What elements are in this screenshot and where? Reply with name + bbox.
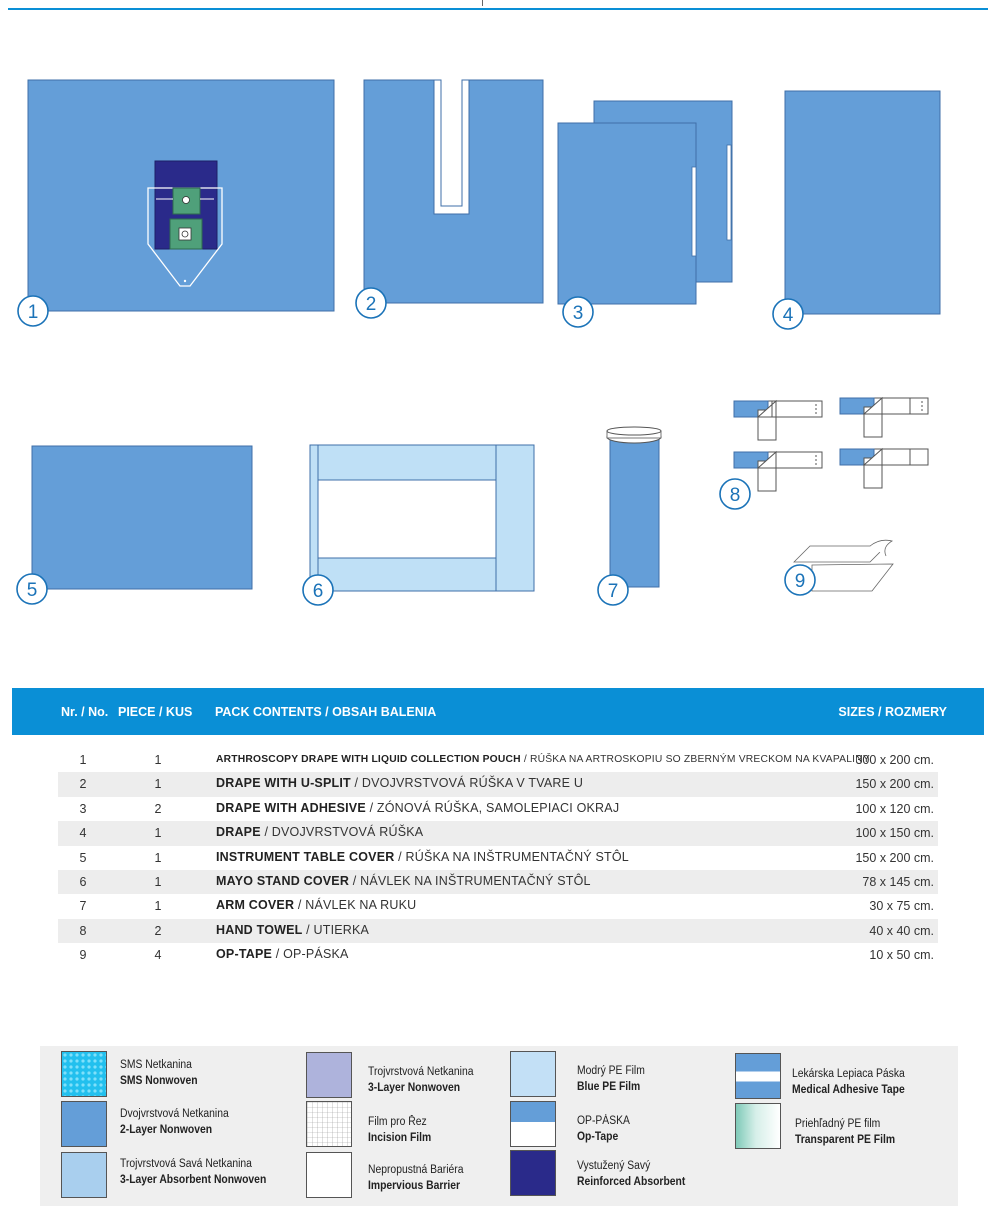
table-row (58, 846, 938, 870)
row-size: 300 x 200 cm. (855, 753, 934, 767)
row-size: 150 x 200 cm. (855, 850, 934, 865)
table-header-bar (12, 688, 984, 735)
legend-swatch-blue-pe-film (510, 1051, 556, 1097)
row-item-name: ARTHROSCOPY DRAPE WITH LIQUID COLLECTION POUCH (216, 754, 521, 765)
header-piece: PIECE / KUS (118, 705, 193, 719)
row-item-desc: / DVOJVRSTVOVÁ RÚŠKA (260, 825, 424, 840)
row-piece: 1 (154, 874, 162, 889)
diagram-arm-cover (607, 427, 661, 587)
row-piece: 1 (154, 777, 162, 792)
header-nr: Nr. / No. (61, 705, 109, 719)
row-size: 100 x 150 cm. (855, 826, 934, 841)
row-description (216, 947, 349, 961)
diagram-drape (785, 91, 940, 314)
row-nr: 8 (79, 923, 87, 938)
table-row (58, 919, 938, 943)
legend-label-2-layer: Dvojvrstvová Netkanina 2-Layer Nonwoven (120, 1108, 229, 1136)
row-description (216, 754, 870, 765)
legend-label-incision-film: Film pro Řez Incision Film (368, 1116, 432, 1144)
legend-swatch-3-layer (306, 1052, 352, 1098)
row-nr: 9 (79, 948, 87, 963)
row-item-desc: / OP-PÁSKA (272, 947, 349, 962)
row-nr: 3 (79, 801, 87, 816)
row-description (216, 874, 591, 888)
table-row (58, 748, 938, 772)
row-piece: 2 (154, 923, 162, 938)
row-item-name: DRAPE WITH U-SPLIT (216, 776, 351, 791)
row-item-name: OP-TAPE (216, 947, 273, 962)
row-nr: 2 (79, 777, 87, 792)
header-sizes: SIZES / ROZMERY (838, 705, 947, 719)
diagram-mayo-stand-cover (310, 445, 534, 591)
row-piece: 1 (154, 826, 162, 841)
header-contents: PACK CONTENTS / OBSAH BALENIA (215, 705, 437, 719)
material-legend (40, 1046, 958, 1206)
diagram-instrument-table-cover (32, 446, 252, 589)
row-description (216, 898, 416, 912)
legend-label-sms: SMS Netkanina SMS Nonwoven (120, 1059, 198, 1087)
pack-contents-table (58, 748, 938, 968)
number-badge-8: 8 (729, 485, 741, 506)
row-piece: 1 (154, 850, 162, 865)
number-badge-5: 5 (26, 580, 38, 601)
legend-swatch-sms (61, 1051, 107, 1097)
row-description (216, 801, 619, 815)
table-row (58, 772, 938, 796)
row-size: 10 x 50 cm. (869, 948, 934, 963)
diagram-hand-towels (734, 398, 928, 491)
row-item-desc: / DVOJVRSTVOVÁ RÚŠKA V TVARE U (350, 776, 584, 791)
legend-label-impervious-barrier: Nepropustná Bariéra Impervious Barrier (368, 1164, 464, 1192)
row-item-desc: / RÚŠKA NA INŠTRUMENTAČNÝ STÔL (394, 849, 629, 864)
number-badge-7: 7 (607, 581, 619, 602)
diagram-adhesive-drape (558, 101, 732, 304)
row-size: 150 x 200 cm. (855, 777, 934, 792)
legend-label-reinforced-absorbent: Vystužený Savý Reinforced Absorbent (577, 1160, 686, 1188)
legend-swatch-impervious-barrier (306, 1152, 352, 1198)
table-row (58, 870, 938, 894)
legend-label-op-tape: OP-PÁSKA Op-Tape (577, 1115, 630, 1143)
row-size: 78 x 145 cm. (862, 874, 934, 889)
legend-swatch-op-tape (510, 1101, 556, 1147)
row-size: 100 x 120 cm. (855, 801, 934, 816)
row-description (216, 825, 423, 839)
legend-swatch-incision-film (306, 1101, 352, 1147)
row-description (216, 776, 583, 790)
number-badge-3: 3 (572, 303, 584, 324)
row-item-desc: / ZÓNOVÁ RÚŠKA, SAMOLEPIACI OKRAJ (365, 800, 620, 815)
legend-label-3-layer-absorbent: Trojvrstvová Savá Netkanina 3-Layer Absorbent Nonwoven (120, 1158, 267, 1186)
row-item-name: INSTRUMENT TABLE COVER (216, 849, 395, 864)
row-nr: 6 (79, 874, 87, 889)
table-row (58, 943, 938, 967)
row-description (216, 850, 629, 864)
row-item-desc: / UTIERKA (302, 922, 370, 937)
table-row (58, 797, 938, 821)
row-size: 30 x 75 cm. (869, 899, 934, 914)
legend-swatch-medical-adhesive-tape (735, 1053, 781, 1099)
row-item-desc: / NÁVLEK NA INŠTRUMENTAČNÝ STÔL (349, 873, 591, 888)
row-nr: 1 (79, 753, 87, 767)
number-badge-6: 6 (312, 581, 324, 602)
legend-swatch-transparent-pe-film (735, 1103, 781, 1149)
row-item-name: DRAPE (216, 825, 261, 840)
row-size: 40 x 40 cm. (869, 923, 934, 938)
legend-swatch-reinforced-absorbent (510, 1150, 556, 1196)
row-nr: 7 (79, 899, 87, 914)
legend-swatch-2-layer (61, 1101, 107, 1147)
number-badge-2: 2 (365, 294, 377, 315)
diagram-u-split-drape (364, 80, 543, 303)
table-row (58, 821, 938, 845)
table-row (58, 894, 938, 918)
row-item-desc: / NÁVLEK NA RUKU (294, 898, 417, 913)
row-item-name: HAND TOWEL (216, 922, 303, 937)
number-badge-4: 4 (782, 305, 794, 326)
row-item-name: MAYO STAND COVER (216, 873, 350, 888)
row-nr: 5 (79, 850, 87, 865)
row-piece: 2 (154, 801, 162, 816)
number-badge-9: 9 (794, 571, 806, 592)
legend-label-3-layer: Trojvrstvová Netkanina 3-Layer Nonwoven (368, 1066, 474, 1094)
row-nr: 4 (79, 826, 87, 841)
row-description (216, 923, 369, 937)
number-badge-1: 1 (27, 302, 39, 323)
diagram-arthroscopy-drape (28, 80, 334, 311)
legend-label-transparent-pe-film: Priehľadný PE film Transparent PE Film (795, 1118, 896, 1146)
legend-swatch-3-layer-absorbent (61, 1152, 107, 1198)
row-item-desc: / RÚŠKA NA ARTROSKOPIU SO ZBERNÝM VRECKOM NA KVAPALINY (520, 754, 870, 765)
legend-label-blue-pe-film: Modrý PE Film Blue PE Film (577, 1065, 645, 1093)
legend-label-medical-adhesive-tape: Lekárska Lepiaca Páska Medical Adhesive Tape (792, 1068, 905, 1096)
row-piece: 4 (154, 948, 162, 963)
row-piece: 1 (154, 899, 162, 914)
row-item-name: DRAPE WITH ADHESIVE (216, 800, 366, 815)
row-piece: 1 (154, 753, 162, 767)
row-item-name: ARM COVER (216, 898, 295, 913)
